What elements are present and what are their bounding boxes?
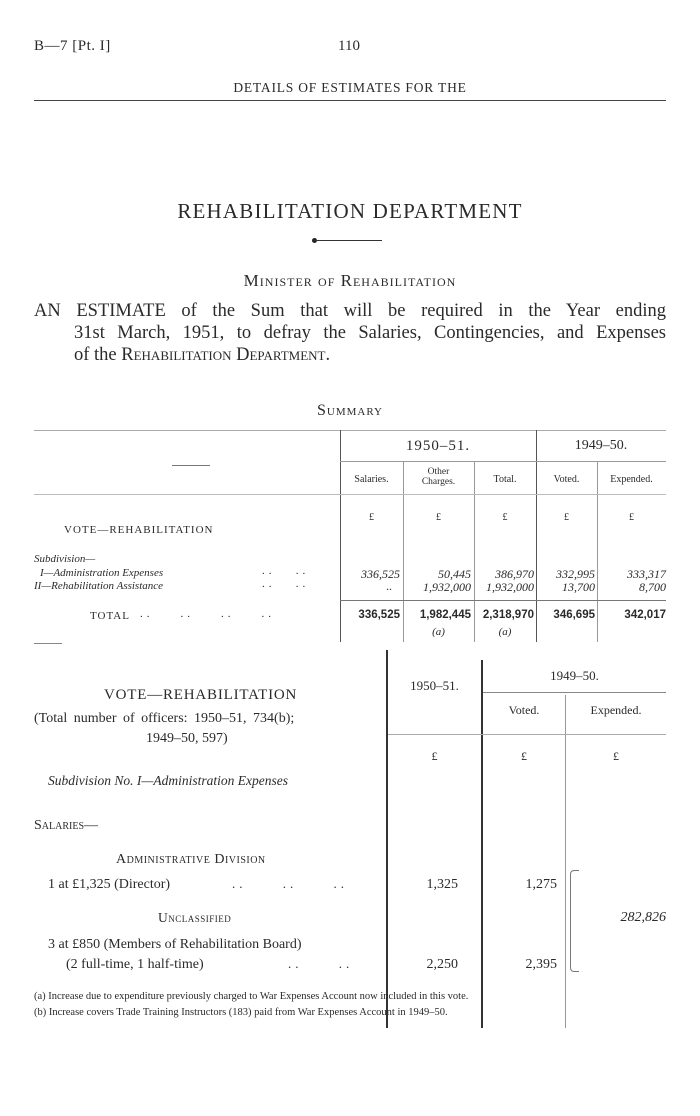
summary-total-other: 1,982,445 — [419, 609, 471, 621]
note-marker-a: (a) — [432, 626, 445, 638]
summary-total-expended: 342,017 — [624, 609, 666, 621]
page-section-label: B—7 [Pt. I] — [34, 38, 111, 54]
detail-year-current: 1950–51. — [410, 678, 459, 693]
subdivision-label: Subdivision— — [34, 553, 96, 565]
currency-salaries: £ — [369, 512, 374, 523]
summary-total: 386,970 — [495, 567, 534, 581]
detail-voted: Voted. — [508, 703, 540, 717]
summary-voted: 13,700 — [562, 580, 595, 594]
detail-row1-current: 1,325 — [426, 877, 458, 892]
detail-row-label: 1 at £1,325 (Director) — [48, 877, 171, 892]
summary-row-label: I—Administration Expenses — [40, 567, 164, 579]
detail-row-label: (2 full-time, 1 half-time) — [66, 957, 204, 972]
detail-row2-voted: 2,395 — [525, 957, 557, 972]
summary-top-rule — [34, 430, 666, 431]
department-name: Rehabilitation Department. — [121, 345, 331, 365]
minister-title: Minister of Rehabilitation — [243, 271, 457, 290]
total-rule — [340, 600, 666, 601]
detail-expended: Expended. — [590, 703, 642, 717]
col-salaries: Salaries. — [354, 474, 389, 485]
detail-year-rule — [483, 692, 666, 693]
detail-currency: £ — [613, 749, 619, 763]
table-end-rule — [34, 643, 62, 644]
col-other-charges: Other Charges. — [421, 467, 456, 487]
detail-year-previous: 1949–50. — [550, 668, 599, 683]
col-total: Total. — [493, 474, 517, 485]
summary-year-current: 1950–51. — [405, 438, 471, 454]
estimate-line-2: 31st March, 1951, to defray the Salaries, Contingencies, and Expenses — [74, 323, 666, 343]
summary-title: Summary — [316, 402, 384, 419]
header-bottom-rule — [34, 494, 666, 495]
summary-total: 1,932,000 — [486, 580, 534, 594]
summary-other: 1,932,000 — [423, 580, 471, 594]
leader-dots: .. .. .. — [232, 876, 348, 891]
detail-row-label: 3 at £850 (Members of Rehabilitation Board) — [48, 937, 302, 952]
footnote-b: (b) Increase covers Trade Training Instructors (183) paid from War Expenses Account in 1949–50. — [34, 1007, 448, 1018]
department-title: REHABILITATION DEPARTMENT — [177, 199, 523, 223]
detail-header-rule — [388, 734, 666, 735]
summary-row-label: II—Rehabilitation Assistance — [34, 580, 164, 592]
unclassified-label: Unclassified — [158, 910, 232, 925]
leader-dots: .. .. — [262, 578, 310, 590]
summary-expended: 333,317 — [627, 567, 666, 581]
col-expended: Expended. — [610, 474, 653, 485]
year-rule — [340, 461, 666, 462]
summary-year-previous: 1949–50. — [574, 438, 628, 453]
detail-currency: £ — [431, 749, 438, 763]
detail-subdivision: Subdivision No. I—Administration Expenses — [48, 773, 288, 788]
summary-other: 50,445 — [438, 567, 471, 581]
col-voted: Voted. — [553, 474, 580, 485]
estimate-line-3: of the Rehabilitation Department. — [74, 345, 331, 365]
summary-total-total: 2,318,970 — [482, 609, 534, 621]
page-number: 110 — [338, 38, 360, 54]
summary-voted: 332,995 — [556, 567, 595, 581]
summary-total-label: TOTAL — [90, 610, 130, 622]
officers-line-2: 1949–50, 597) — [146, 731, 228, 746]
detail-expended-total: 282,826 — [620, 910, 666, 925]
running-title: DETAILS OF ESTIMATES FOR THE — [233, 80, 467, 95]
salaries-label: Salaries— — [34, 818, 99, 833]
summary-expended: 8,700 — [639, 580, 666, 594]
leader-dots: .. .. — [288, 956, 354, 971]
detail-currency: £ — [521, 749, 527, 763]
detail-col-rule — [565, 695, 566, 1028]
estimate-line-1: AN ESTIMATE of the Sum that will be required in the Year ending — [34, 301, 666, 321]
header-rule — [34, 100, 666, 101]
stub-rule — [172, 465, 210, 466]
currency-expended: £ — [629, 512, 634, 523]
note-marker-a: (a) — [498, 626, 512, 638]
ornament-rule — [314, 240, 382, 241]
currency-other: £ — [436, 512, 441, 523]
estimate-paragraph — [34, 300, 666, 366]
admin-division: Administrative Division — [116, 852, 266, 867]
detail-row1-voted: 1,275 — [525, 877, 557, 892]
detail-row2-current: 2,250 — [426, 957, 458, 972]
detail-vote-heading: VOTE—REHABILITATION — [104, 687, 298, 703]
officers-line-1: (Total number of officers: 1950–51, 734(b); — [34, 711, 295, 726]
summary-salaries: 336,525 — [361, 567, 400, 581]
leader-dots: .. .. — [262, 565, 310, 577]
summary-total-salaries: 336,525 — [358, 609, 400, 621]
currency-voted: £ — [564, 512, 569, 523]
summary-vote-heading: VOTE—REHABILITATION — [64, 524, 214, 536]
leader-dots: .. .. .. .. — [140, 608, 275, 620]
summary-salaries: .. — [386, 579, 392, 593]
summary-total-voted: 346,695 — [553, 609, 595, 621]
currency-total: £ — [502, 512, 508, 523]
footnote-a: (a) Increase due to expenditure previously charged to War Expenses Account now included in this vote. — [34, 991, 469, 1002]
